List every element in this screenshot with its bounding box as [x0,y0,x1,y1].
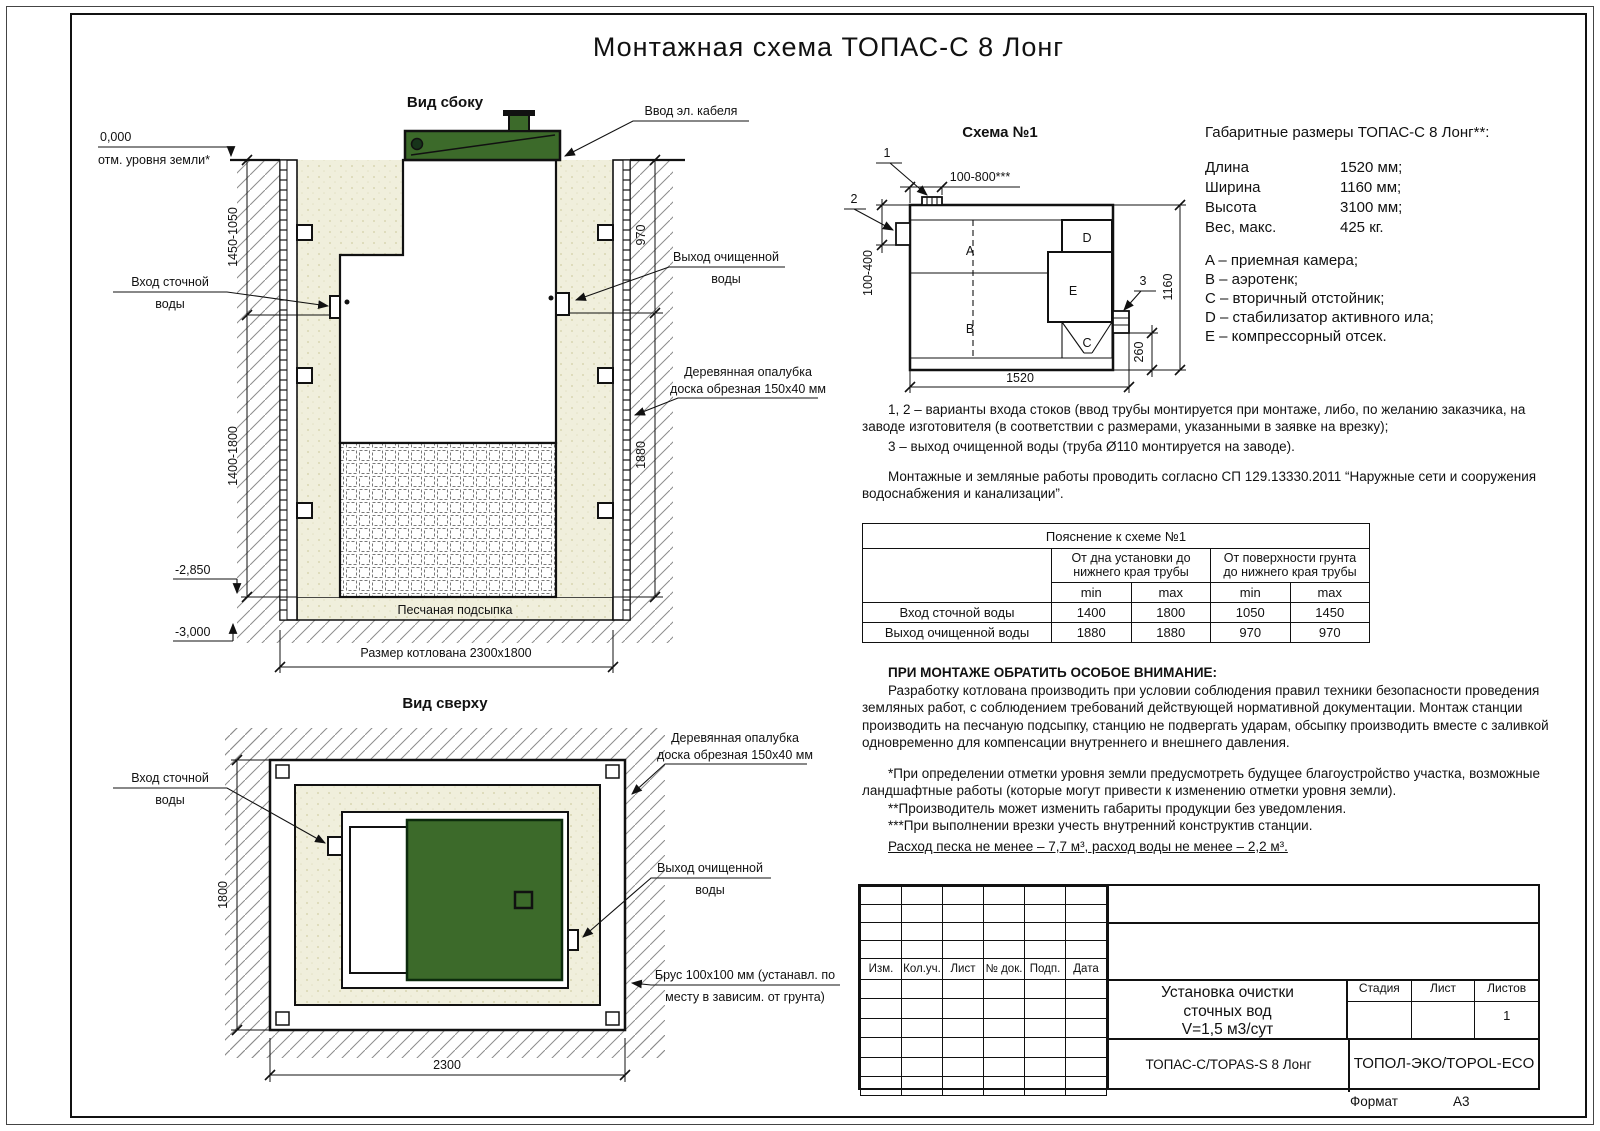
dim-1400-1800: 1400-1800 [226,426,240,486]
warning-footnote-2: **Производитель может изменить габариты продукции без уведомления. [888,800,1347,816]
doc-name-line3: V=1,5 м3/сут [1181,1021,1274,1039]
compartment-e-box [1048,252,1112,322]
dim-1160-label: 1160 [1161,273,1175,301]
model-name: ТОПАС-С/TOPAS-S 8 Лонг [1145,1057,1312,1072]
doc-name-line2: сточных вод [1183,1002,1272,1020]
schema-outlet-stub [1113,311,1129,333]
formwork-top-label-line1: Деревянная опалубка [671,731,799,745]
spec-name: Высота [1205,199,1257,216]
stamp-right-section [1107,886,1538,1088]
legend-item-b: B – аэротенк; [1205,271,1299,288]
warning-footnote-1: *При определении отметки уровня земли предусмотреть будущее благоустройство участка, возможные ландшафтные работы (которые могут привести к изменению отметки уровня земли). [862,765,1541,799]
revision-header-row [861,959,1107,980]
schema-dim-left [861,199,910,296]
table-cell: 970 [1211,622,1291,642]
table-cell: 1880 [1131,622,1211,642]
pit-size-label: Размер котлована 2300x1800 [360,646,532,660]
table-max-header: max [1131,582,1211,602]
table-cell: 1050 [1211,602,1291,622]
top-view-title: Вид сверху [402,695,488,712]
warning-heading: ПРИ МОНТАЖЕ ОБРАТИТЬ ОСОБОЕ ВНИМАНИЕ: [888,665,1218,680]
format-value: А3 [1452,1094,1470,1109]
formwork-label-line2: доска обрезная 150x40 мм [670,382,826,396]
dim-1880: 1880 [634,441,648,469]
stage-header: Стадия [1348,981,1412,1001]
consumption-note: Расход песка не менее – 7,7 м³, расход воды не менее – 2,2 м³. [888,839,1288,854]
inlet-dot [345,300,350,305]
company-name: ТОПОЛ-ЭКО/TOPOL-ECO [1348,1040,1538,1092]
table-min-header: min [1052,582,1132,602]
tank-lid [405,110,560,160]
legend-item-a: A – приемная камера; [1205,252,1359,269]
legend-item-e: E – компрессорный отсек. [1205,328,1387,345]
inlet-pipe-stub [330,296,340,318]
vent-chimney [509,115,529,131]
outlet-top-label-line2: воды [695,883,725,897]
stamp-empty-cell [1109,924,1538,981]
compartment-c-label: C [1082,336,1092,350]
formwork-label-line1: Деревянная опалубка [684,365,812,379]
schema-dim-top [900,170,1020,203]
dim-1450-1050: 1450-1050 [226,207,240,267]
level-zero-mark [98,130,231,167]
sheets-header: Листов [1487,981,1527,995]
top-view-drawing [95,690,850,1090]
spec-name: Вес, макс. [1205,219,1277,236]
callout-2-label: 2 [850,192,858,206]
beam-label-line2: месту в зависим. от грунта) [665,990,825,1004]
level-2850-value: -2,850 [175,563,211,577]
side-view-title: Вид сбоку [406,94,484,111]
outlet-dot [549,296,554,301]
beam-label-line1: Брус 100x100 мм (устанавл. по [654,968,836,982]
warning-paragraph-1: Разработку котлована производить при условии соблюдения правил техники безопасности проведения земляных работ, с соблюдением требований действующей нормативной документации. Монтаж станции производить на песчаную подсыпку, станцию не подвергать ударам, обсыпку производить вместе с заливкой одновременно для компенсации внутреннего и внешнего давления. [862,682,1549,751]
format-label: Формат [1350,1094,1398,1109]
compartment-legend [1205,252,1555,345]
table-row-name: Вход сточной воды [863,602,1052,622]
legend-item-d: D – стабилизатор активного ила; [1205,309,1434,326]
schema-inlet-variant2 [896,223,910,245]
spec-row [1205,219,1555,236]
sheet-value [1412,1002,1476,1038]
stage-sheet-block [1346,981,1538,1038]
sheet-header: Лист [1412,981,1476,1001]
callout-1-label: 1 [883,146,891,160]
dim-1520-label: 1520 [1006,371,1034,385]
compartment-d-label: D [1082,231,1092,245]
document-name [1109,981,1346,1038]
spec-name: Длина [1205,159,1249,176]
side-view-drawing [85,85,845,680]
level-2850-mark [173,563,237,593]
table-cell: 1450 [1290,602,1370,622]
tank-lid-plan [407,820,562,980]
note-variants-1-2: 1, 2 – варианты входа стоков (ввод трубы монтируется при монтаже, либо, по желанию заказчика, на заводе изготовителя (в соответствии с размерами, указанными в заявке на врезку); [862,402,1526,435]
ground-note: отм. уровня земли* [98,153,211,167]
tank-lower-section [340,443,556,597]
inlet-label-line1: Вход сточной [131,275,209,289]
col-podp: Подп. [1025,959,1066,980]
dim-260-label: 260 [1132,341,1146,363]
outlet-top-label-line1: Выход очищенной [657,861,763,875]
inlet-stub-plan [328,837,342,855]
schema-dim-260 [1129,325,1158,377]
spec-heading: Габаритные размеры ТОПАС-С 8 Лонг**: [1205,124,1490,141]
dimensions-spec-block [1205,124,1555,347]
spec-value: 1520 мм; [1340,159,1403,176]
level-zero-value: 0,000 [100,130,132,144]
cable-entry-label: Ввод эл. кабеля [644,104,738,118]
col-izm: Изм. [861,959,902,980]
compartment-a-label: A [965,244,975,258]
ground-hatch-bottom [237,620,673,643]
spec-value: 1160 мм; [1340,179,1402,196]
outlet-label-line2: воды [711,272,741,286]
table-title: Пояснение к схеме №1 [863,524,1370,549]
outlet-label-line1: Выход очищенной [673,250,779,264]
doc-name-line1: Установка очистки [1161,984,1294,1001]
schema-title: Схема №1 [962,124,1038,141]
level-3000-value: -3,000 [175,625,211,639]
table-group-header-2: От поверхности грунта до нижнего края трубы [1211,549,1370,583]
schema-callout-3 [1124,274,1156,310]
notes-block [862,401,1542,504]
sheets-value: 1 [1503,1008,1511,1023]
dim-2300-label: 2300 [433,1058,461,1072]
col-data: Дата [1066,959,1107,980]
compartment-b-label: B [965,322,975,336]
dim-100-400-label: 100-400 [861,250,875,296]
formwork-top-label-line2: доска обрезная 150x40 мм [657,748,813,762]
installation-warning-block [862,664,1550,835]
spec-name: Ширина [1205,179,1261,196]
col-ndok: № док. [984,959,1025,980]
table-row-name: Выход очищенной воды [863,622,1052,642]
table-cell: 1800 [1131,602,1211,622]
compartment-e-label: E [1068,284,1078,298]
title-block [858,884,1540,1090]
table-cell: 970 [1290,622,1370,642]
inlet-label-line2: воды [155,297,185,311]
sand-bed-label: Песчаная подсыпка [397,603,513,617]
level-3000-mark [173,624,233,641]
spec-row [1205,179,1555,196]
callout-3-label: 3 [1139,274,1147,288]
revision-grid [860,886,1107,1096]
table-corner-cell [863,549,1052,603]
table-cell: 1400 [1052,602,1132,622]
note-sp-standard: Монтажные и земляные работы проводить согласно СП 129.13330.2011 “Наружные сети и сооружения водоснабжения и канализации”. [862,468,1537,502]
schema-explanation-table [862,523,1370,643]
col-koluch: Кол.уч. [902,959,943,980]
format-note [1350,1094,1550,1109]
sheet-title: Монтажная схема ТОПАС-С 8 Лонг [592,32,1065,62]
cable-entry-callout [565,104,749,156]
dim-100-800-label: 100-800*** [949,170,1011,184]
table-max-header: max [1290,582,1370,602]
inlet-top-label-line2: воды [155,793,185,807]
note-outlet-3: 3 – выход очищенной воды (труба Ø110 монтируется на заводе). [888,438,1295,454]
spec-row [1205,159,1555,176]
vent-cap [503,110,535,116]
outlet-stub-plan [568,930,578,950]
vent-square [515,892,532,908]
ground-hatch-left [237,160,280,620]
table-min-header: min [1211,582,1291,602]
table-group-header-1: От дна установки до нижнего края трубы [1052,549,1211,583]
stage-value [1348,1002,1412,1038]
stamp-doc-number-cell [1109,886,1538,924]
col-list: Лист [943,959,984,980]
schema-drawing [830,115,1200,405]
inlet-top-label-line1: Вход сточной [131,771,209,785]
schema-dim-1160 [1113,200,1186,375]
table-row [863,602,1370,622]
outlet-pipe-stub [556,293,569,315]
spec-value: 3100 мм; [1340,199,1403,216]
dim-970: 970 [634,224,648,246]
schema-callout-1 [876,146,927,195]
legend-item-c: C – вторичный отстойник; [1205,290,1385,307]
warning-footnote-3: ***При выполнении врезки учесть внутренний конструктив станции. [888,818,1313,834]
spec-row [1205,199,1555,216]
schema-callout-2 [844,192,893,230]
table-row [863,622,1370,642]
lid-hinge [412,139,423,150]
table-cell: 1880 [1052,622,1132,642]
spec-value: 425 кг. [1340,219,1384,236]
dim-1800-label: 1800 [216,881,230,909]
tank-neck-compartment [350,827,407,973]
